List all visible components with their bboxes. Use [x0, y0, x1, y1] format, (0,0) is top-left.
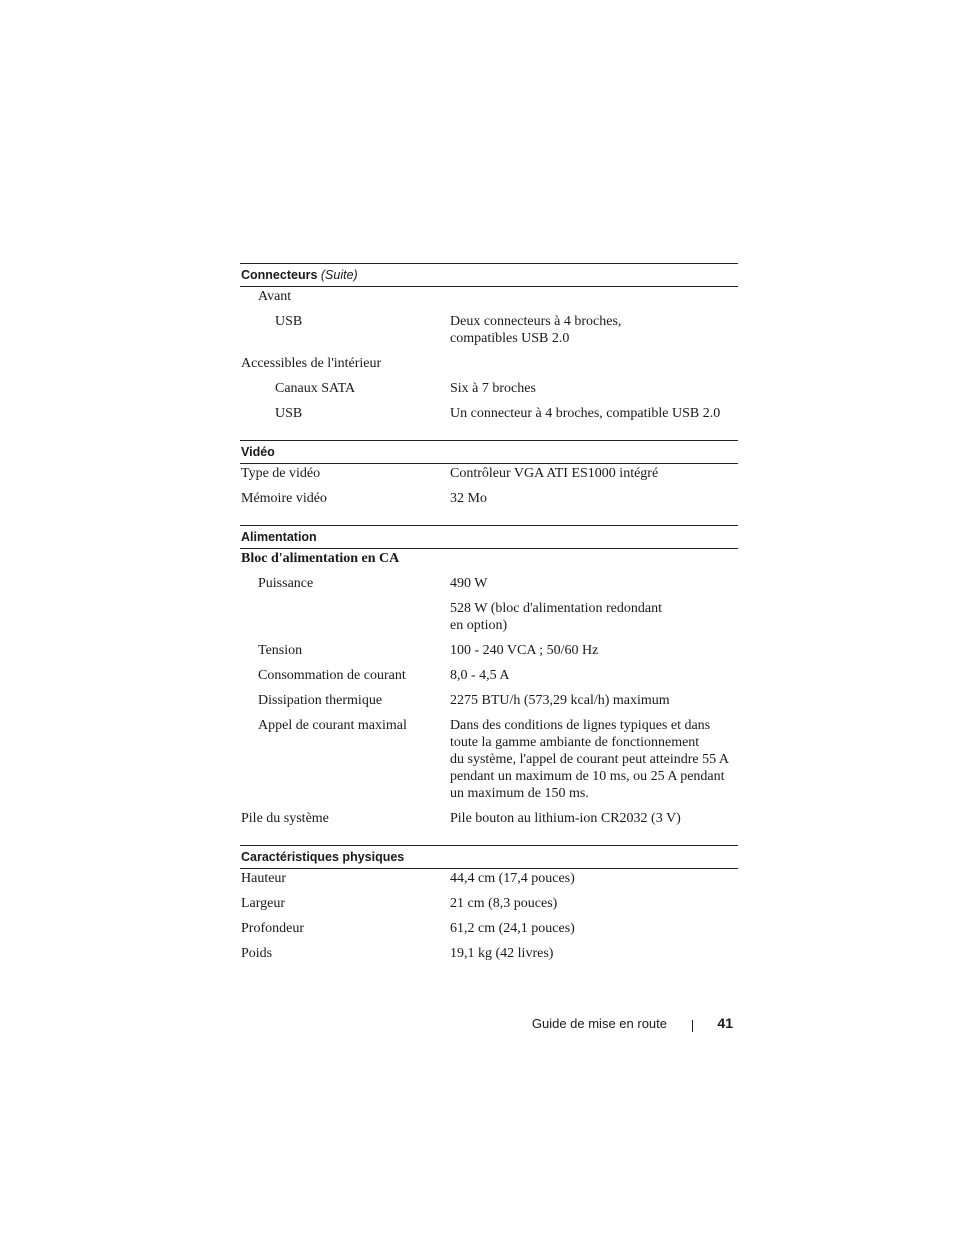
row-label: Canaux SATA	[275, 381, 356, 396]
row-value	[450, 717, 738, 802]
table-row	[240, 920, 738, 937]
row-label: Largeur	[241, 896, 286, 911]
row-value: Contrôleur VGA ATI ES1000 intégré	[450, 466, 659, 481]
section-title: Caractéristiques physiques	[241, 850, 405, 864]
row-value: Pile bouton au lithium-ion CR2032 (3 V)	[450, 811, 681, 826]
section-header-alimentation	[240, 525, 738, 549]
value-line: du système, l'appel de courant peut atteindre 55 A	[450, 752, 729, 767]
table-row	[240, 600, 738, 634]
row-label: Dissipation thermique	[258, 693, 383, 708]
table-row	[240, 895, 738, 912]
row-label-bloc: Bloc d'alimentation en CA	[241, 551, 400, 566]
section-header-physiques	[240, 845, 738, 869]
table-row	[240, 490, 738, 507]
row-value	[450, 600, 738, 634]
row-value	[450, 313, 738, 347]
table-row	[240, 405, 738, 422]
table-row	[240, 810, 738, 827]
row-label-avant: Avant	[258, 289, 292, 304]
table-row	[240, 945, 738, 962]
row-value: Six à 7 broches	[450, 381, 536, 396]
row-value: 2275 BTU/h (573,29 kcal/h) maximum	[450, 693, 670, 708]
row-label: USB	[275, 314, 303, 329]
table-row	[240, 575, 738, 592]
value-line: compatibles USB 2.0	[450, 331, 570, 346]
table-row	[240, 313, 738, 347]
section-suite: (Suite)	[320, 268, 358, 282]
row-label: USB	[275, 406, 303, 421]
section-title: Vidéo	[241, 445, 275, 459]
row-label: Consommation de courant	[258, 668, 406, 683]
page-footer	[0, 1015, 954, 1035]
value-line: Deux connecteurs à 4 broches,	[450, 314, 622, 329]
value-line: Dans des conditions de lignes typiques et dans	[450, 718, 711, 733]
section-title: Connecteurs	[241, 268, 318, 282]
footer-title: Guide de mise en route	[531, 1016, 667, 1031]
row-label: Appel de courant maximal	[258, 718, 407, 733]
row-label: Pile du système	[241, 811, 329, 826]
row-value: 21 cm (8,3 pouces)	[450, 896, 558, 911]
row-label: Profondeur	[241, 921, 304, 936]
row-value: 19,1 kg (42 livres)	[450, 946, 554, 961]
row-label: Tension	[258, 643, 303, 658]
row-value: 8,0 - 4,5 A	[450, 668, 510, 683]
table-row	[240, 692, 738, 709]
table-row	[240, 717, 738, 802]
row-label: Poids	[241, 946, 273, 961]
table-row	[240, 667, 738, 684]
value-line: 528 W (bloc d'alimentation redondant	[450, 601, 662, 616]
row-label: Hauteur	[241, 871, 287, 886]
value-line: en option)	[450, 618, 508, 633]
footer-separator	[692, 1020, 693, 1032]
table-row	[240, 870, 738, 887]
row-value: 100 - 240 VCA ; 50/60 Hz	[450, 643, 599, 658]
section-header-connecteurs	[240, 263, 738, 287]
row-value: 490 W	[450, 576, 488, 591]
row-label: Type de vidéo	[241, 466, 321, 481]
row-value: 61,2 cm (24,1 pouces)	[450, 921, 575, 936]
table-row	[240, 380, 738, 397]
row-label: Puissance	[258, 576, 314, 591]
row-value: 44,4 cm (17,4 pouces)	[450, 871, 575, 886]
table-row	[240, 465, 738, 482]
row-value: 32 Mo	[450, 491, 487, 506]
row-value: Un connecteur à 4 broches, compatible USB 2.0	[450, 406, 721, 421]
specifications-table	[240, 263, 738, 970]
value-line: toute la gamme ambiante de fonctionnement	[450, 735, 700, 750]
row-label-interieur: Accessibles de l'intérieur	[241, 356, 382, 371]
value-line: pendant un maximum de 10 ms, ou 25 A pendant	[450, 769, 725, 784]
table-row	[240, 642, 738, 659]
section-title: Alimentation	[241, 530, 317, 544]
section-header-video	[240, 440, 738, 464]
row-label: Mémoire vidéo	[241, 491, 327, 506]
page-number: 41	[717, 1015, 733, 1031]
value-line: un maximum de 150 ms.	[450, 786, 589, 801]
